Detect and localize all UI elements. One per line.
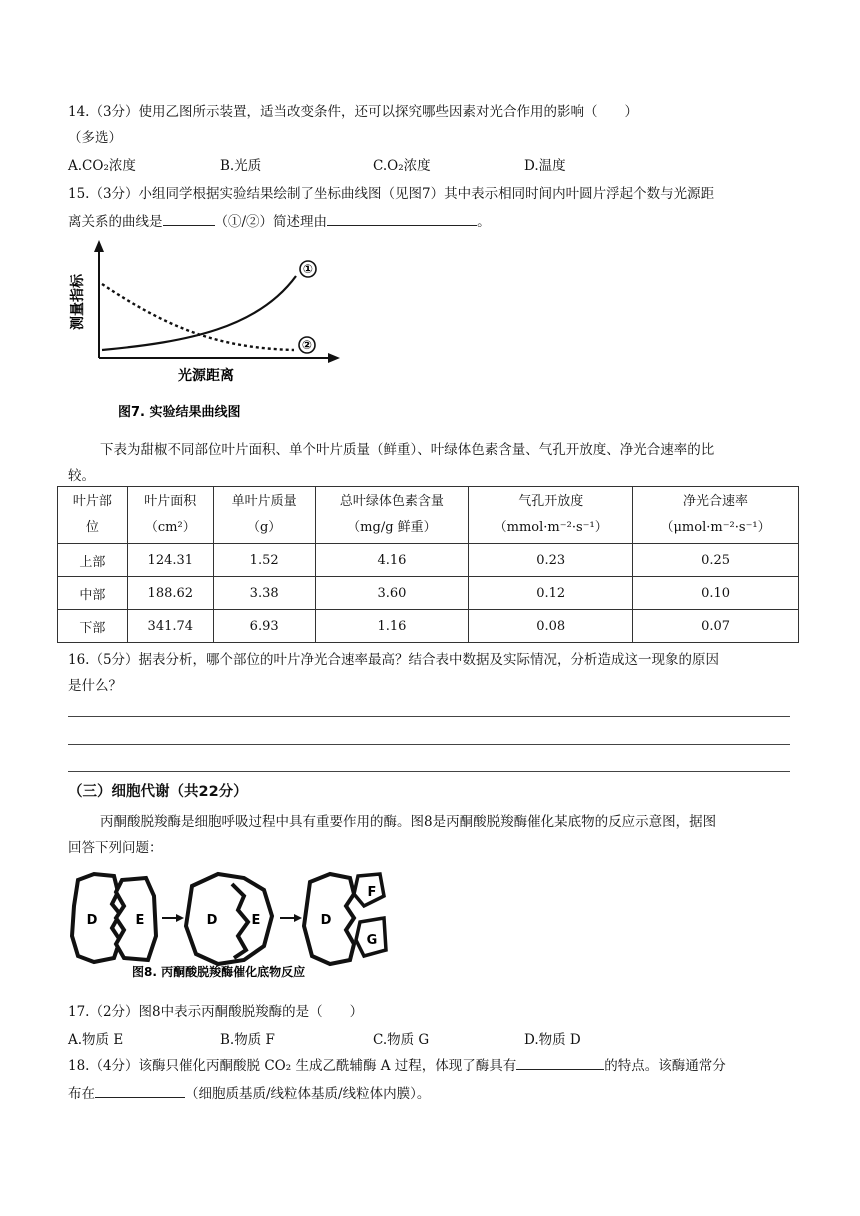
figure8-diagram [68,866,398,982]
q14-option-c: C.O₂浓度 [373,158,431,174]
table-header-cell: 叶片部 位 [58,487,128,544]
table-header-row [58,487,799,544]
q14-stem: 14.（3分）使用乙图所示装置，适当改变条件，还可以探究哪些因素对光合作用的影响（ ） [68,104,639,120]
answer-line[interactable] [68,716,790,717]
table-cell: 3.38 [213,577,315,610]
table-header-cell: 叶片面积 （cm²） [127,487,213,544]
table-cell: 124.31 [127,544,213,577]
figure7-x-label: 光源距离 [178,368,234,384]
q15-blank-curve[interactable] [163,211,215,226]
arrow-icon-head [176,914,184,922]
table-intro-line2: 较。 [68,468,95,484]
table-row [58,610,799,643]
q16-line1: 16.（5分）据表分析，哪个部位的叶片净光合速率最高？结合表中数据及实际情况，分析造成这一现象的原因 [68,652,720,668]
q18-blank-location[interactable] [95,1083,185,1098]
table-cell: 下部 [58,610,128,643]
figure7-chart [68,238,348,428]
q14-option-a: A.CO₂浓度 [68,158,136,174]
q14-option-d: D.温度 [524,158,566,174]
q17-option-c: C.物质 G [373,1032,430,1048]
figure7 [68,238,348,428]
table-row [58,544,799,577]
figure7-curve1-label: ① [302,262,314,276]
table-cell: 1.16 [315,610,469,643]
q15-line2-b: （①/②）简述理由 [214,214,328,230]
table-cell: 1.52 [213,544,315,577]
table-cell: 上部 [58,544,128,577]
table-cell: 6.93 [213,610,315,643]
q18-blank-feature[interactable] [516,1055,604,1070]
figure7-x-arrow [328,353,340,363]
figure8-label: D [206,913,218,928]
table-cell: 中部 [58,577,128,610]
table-header-cell: 单叶片质量 （g） [213,487,315,544]
table-cell: 0.12 [469,577,633,610]
figure7-curve-2 [102,284,294,350]
arrow-icon-head [294,914,302,922]
section3-intro-line2: 回答下列问题： [68,840,163,856]
figure8-label: D [86,913,98,928]
table-row [58,577,799,610]
q15-line2-c: 。 [477,214,491,230]
table-header-cell: 总叶绿体色素含量 （mg/g 鲜重） [315,487,469,544]
figure8-label: D [320,913,332,928]
table-cell: 188.62 [127,577,213,610]
table-cell: 4.16 [315,544,469,577]
figure8-label: E [251,913,261,928]
q18-line1-b: 的特点。该酶通常分 [604,1058,726,1074]
table-cell: 0.08 [469,610,633,643]
leaf-comparison-table [57,486,799,643]
table-cell: 3.60 [315,577,469,610]
q14-note: （多选） [68,130,122,146]
figure7-y-arrow [94,240,104,252]
table-intro-line1: 下表为甜椒不同部位叶片面积、单个叶片质量（鲜重）、叶绿体色素含量、气孔开放度、净光合速率的比 [100,442,715,458]
q17-option-d: D.物质 D [524,1032,581,1048]
q18-line2 [68,1082,430,1102]
q18-line2-b: （细胞质基质/线粒体基质/线粒体内膜）。 [185,1086,431,1102]
q17-option-a: A.物质 E [68,1032,124,1048]
q17-option-b: B.物质 F [220,1032,275,1048]
figure8-label: G [366,933,378,948]
q16-line2: 是什么？ [68,678,122,694]
table-cell: 0.07 [633,610,799,643]
q18-line1-a: 18.（4分）该酶只催化丙酮酸脱 CO₂ 生成乙酰辅酶 A 过程，体现了酶具有 [68,1058,517,1074]
figure7-curve2-label: ② [301,338,313,352]
table-cell: 0.10 [633,577,799,610]
section3-intro-line1: 丙酮酸脱羧酶是细胞呼吸过程中具有重要作用的酶。图8是丙酮酸脱羧酶催化某底物的反应示意图，据图 [100,814,717,830]
figure8-label: F [367,885,377,900]
q18-line2-a: 布在 [68,1086,95,1102]
figure8 [68,866,398,982]
section3-heading: （三）细胞代谢（共22分） [68,784,248,800]
table-header-cell: 气孔开放度 （mmol·m⁻²·s⁻¹） [469,487,633,544]
table-cell: 0.23 [469,544,633,577]
table-cell: 341.74 [127,610,213,643]
q14-option-b: B.光质 [220,158,262,174]
table-header-cell: 净光合速率 （μmol·m⁻²·s⁻¹） [633,487,799,544]
figure7-curve-1 [102,276,296,350]
q15-line2-a: 离关系的曲线是 [68,214,163,230]
answer-line[interactable] [68,744,790,745]
table-cell: 0.25 [633,544,799,577]
figure7-y-label: 测量指标 [70,274,86,330]
q15-blank-reason[interactable] [327,211,477,226]
figure8-caption: 图8. 丙酮酸脱羧酶催化底物反应 [132,965,306,979]
q15-line1: 15.（3分）小组同学根据实验结果绘制了坐标曲线图（见图7）其中表示相同时间内叶圆片浮起个数与光源距 [68,186,715,202]
figure7-caption: 图7. 实验结果曲线图 [118,405,241,420]
q15-line2 [68,210,491,230]
figure8-label: E [135,913,145,928]
q17-stem: 17.（2分）图8中表示丙酮酸脱羧酶的是（ ） [68,1004,364,1020]
answer-line[interactable] [68,771,790,772]
q18-line1 [68,1054,726,1074]
